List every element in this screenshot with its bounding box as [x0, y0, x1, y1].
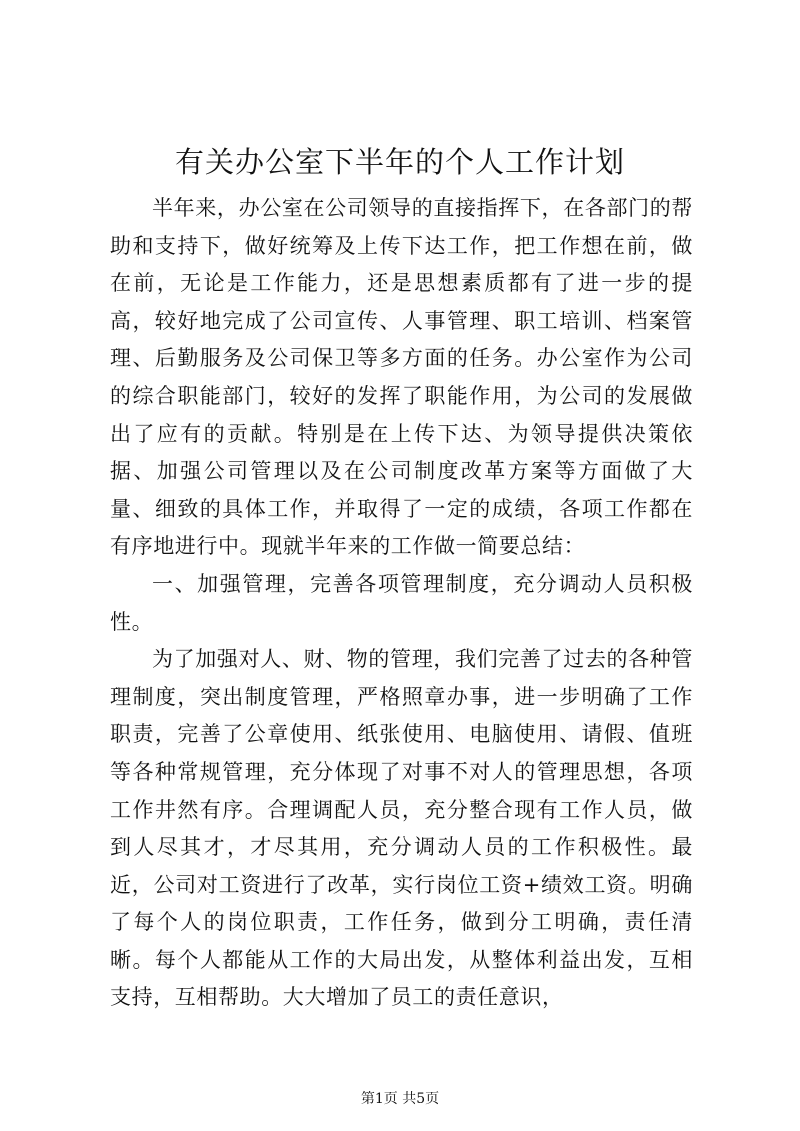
paragraph-intro: 半年来，办公室在公司领导的直接指挥下，在各部门的帮助和支持下，做好统筹及上传下达工作，把工作想在前，做在前，无论是工作能力，还是思想素质都有了进一步的提高，较好地完成了公司宣传、人事管理、职工培训、档案管理、后勤服务及公司保卫等多方面的任务。办公室作为公司的综合职能部门，较好的发挥了职能作用，为公司的发展做出了应有的贡献。特别是在上传下达、为领导提供决策依据、加强公司管理以及在公司制度改革方案等方面做了大量、细致的具体工作，并取得了一定的成绩，各项工作都在有序地进行中。现就半年来的工作做一简要总结： — [110, 196, 693, 559]
paragraph-section-1: 为了加强对人、财、物的管理，我们完善了过去的各种管理制度，突出制度管理，严格照章办事，进一步明确了工作职责，完善了公章使用、纸张使用、电脑使用、请假、值班等各种常规管理，充分体现了对事不对人的管理思想，各项工作井然有序。合理调配人员，充分整合现有工作人员，做到人尽其才，才尽其用，充分调动人员的工作积极性。最近，公司对工资进行了改革，实行岗位工资+绩效工资。明确了每个人的岗位职责，工作任务，做到分工明确，责任清晰。每个人都能从工作的大局出发，从整体利益出发，互相支持，互相帮助。大大增加了员工的责任意识， — [110, 647, 693, 1010]
document-body — [110, 190, 693, 1017]
document-title: 有关办公室下半年的个人工作计划 — [174, 145, 625, 179]
page-number-footer: 第1页 共5页 — [360, 1091, 440, 1107]
section-heading-1: 一、加强管理，完善各项管理制度，充分调动人员积极性。 — [110, 571, 693, 634]
